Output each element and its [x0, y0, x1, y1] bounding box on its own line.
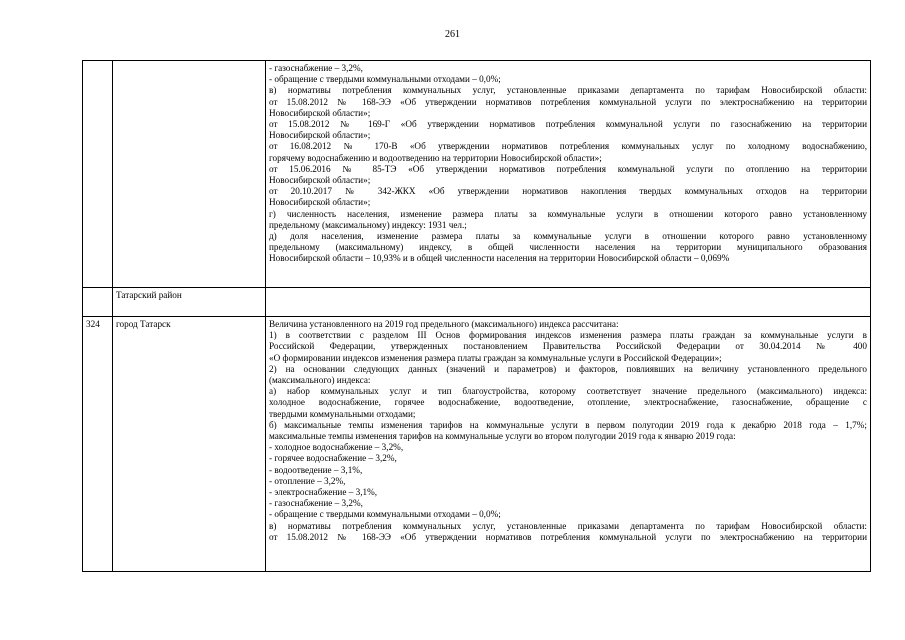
- description-line: а) набор коммунальных услуг и тип благоустройства, которому соответствует значение предельного (максимального) индекса:: [269, 386, 867, 397]
- description-line: от 15.08.2012 № 169-Г «Об утверждении нормативов потребления коммунальной услуги по газоснабжению на территории: [269, 119, 867, 130]
- description-line: горячему водоснабжению и водоотведению на территории Новосибирской области»;: [269, 152, 602, 163]
- description-line: Величина установленного на 2019 год предельного (максимального) индекса рассчитана:: [269, 319, 619, 329]
- description-line: Российской Федерации, утвержденных постановлением Правительства Российской Федерации от 30.04.2014 № 400: [269, 341, 867, 352]
- description-cell: [266, 317, 871, 572]
- description-line: - газоснабжение – 3,2%,: [269, 63, 363, 73]
- description-line: б) максимальные темпы изменения тарифов на коммунальные услуги в первом полугодии 2019 года к декабрю 2018 года – 1,7%;: [269, 419, 867, 430]
- description-line: от 15.08.2012 № 168-ЭЭ «Об утверждении нормативов потребления коммунальной услуги по электроснабжению на территории: [269, 96, 867, 107]
- municipality-cell: город Татарск: [113, 317, 266, 572]
- index-table: [82, 60, 871, 572]
- description-line: - холодное водоснабжение – 3,2%,: [269, 442, 404, 453]
- description-line: от 15.08.2012 № 168-ЭЭ «Об утверждении нормативов потребления коммунальной услуги по электроснабжению на территории: [269, 531, 867, 542]
- description-line: «О формировании индексов изменения размера платы граждан за коммунальные услуги в Российской Федерации»;: [269, 352, 722, 363]
- description-line: - обращение с твердыми коммунальными отходами – 0,0%;: [269, 74, 501, 85]
- description-line: г) численность населения, изменение размера платы за коммунальные услуги в отношении которого равно установленному: [269, 208, 867, 219]
- district-name-cell: Татарский район: [113, 288, 266, 317]
- table-row: [83, 317, 871, 572]
- description-line: предельному (максимальному) индексу: 1931 чел.;: [269, 219, 467, 230]
- description-line: Новосибирской области»;: [269, 175, 371, 186]
- description-cell: [266, 288, 871, 317]
- description-line: (максимального) индекса:: [269, 375, 371, 386]
- description-cell: [266, 61, 871, 288]
- description-line: - водоотведение – 3,1%,: [269, 464, 363, 475]
- row-number-cell: [83, 61, 113, 288]
- description-line: от 16.08.2012 № 170-В «Об утверждении нормативов потребления коммунальных услуг по холодному водоснабжению,: [269, 141, 867, 152]
- description-line: Новосибирской области»;: [269, 197, 371, 208]
- description-line: в) нормативы потребления коммунальных услуг, установленные приказами департамента по тарифам Новосибирской области:: [269, 520, 867, 531]
- description-line: - обращение с твердыми коммунальными отходами – 0,0%;: [269, 509, 501, 520]
- row-number-cell: 324: [83, 317, 113, 572]
- row-number-cell: [83, 288, 113, 317]
- description-line: максимальные темпы изменения тарифов на коммунальные услуги во втором полугодии 2019 года к январю 2019 года:: [269, 431, 736, 442]
- table-row: [83, 61, 871, 288]
- description-line: от 15.06.2016 № 85-ТЭ «Об утверждении нормативов потребления коммунальной услуги по отоплению на территории: [269, 163, 867, 174]
- description-line: Новосибирской области – 10,93% и в общей численности населения на территории Новосибирской области – 0,069%: [269, 253, 730, 264]
- description-line: 2) на основании следующих данных (значений и параметров) и факторов, повлиявших на величину установленного предельного: [269, 363, 867, 374]
- table-row: [83, 288, 871, 317]
- description-line: Новосибирской области»;: [269, 107, 371, 118]
- description-line: 1) в соответствии с разделом III Основ формирования индексов изменения размера платы граждан за коммунальные услуги в: [269, 330, 867, 341]
- description-line: твердыми коммунальными отходами;: [269, 408, 416, 419]
- description-line: - отопление – 3,2%,: [269, 475, 346, 486]
- description-line: - электроснабжение – 3,1%,: [269, 487, 378, 498]
- description-line: предельному (максимальному) индексу, в общей численности населения на территории муниципального образования: [269, 242, 867, 253]
- description-line: - газоснабжение – 3,2%,: [269, 498, 363, 509]
- description-line: холодное водоснабжение, горячее водоснабжение, водоотведение, отопление, электроснабжение, газоснабжение, обращение с: [269, 397, 867, 408]
- description-line: Новосибирской области»;: [269, 130, 371, 141]
- description-line: от 20.10.2017 № 342-ЖКХ «Об утверждении нормативов накопления твердых коммунальных отходов на территории: [269, 186, 867, 197]
- municipality-cell: [113, 61, 266, 288]
- description-line: - горячее водоснабжение – 3,2%,: [269, 453, 397, 464]
- page-number: 261: [445, 29, 460, 40]
- description-line: д) доля населения, изменение размера платы за коммунальные услуги в отношении которого равно установленному: [269, 231, 867, 242]
- description-line: в) нормативы потребления коммунальных услуг, установленные приказами департамента по тарифам Новосибирской области:: [269, 85, 867, 96]
